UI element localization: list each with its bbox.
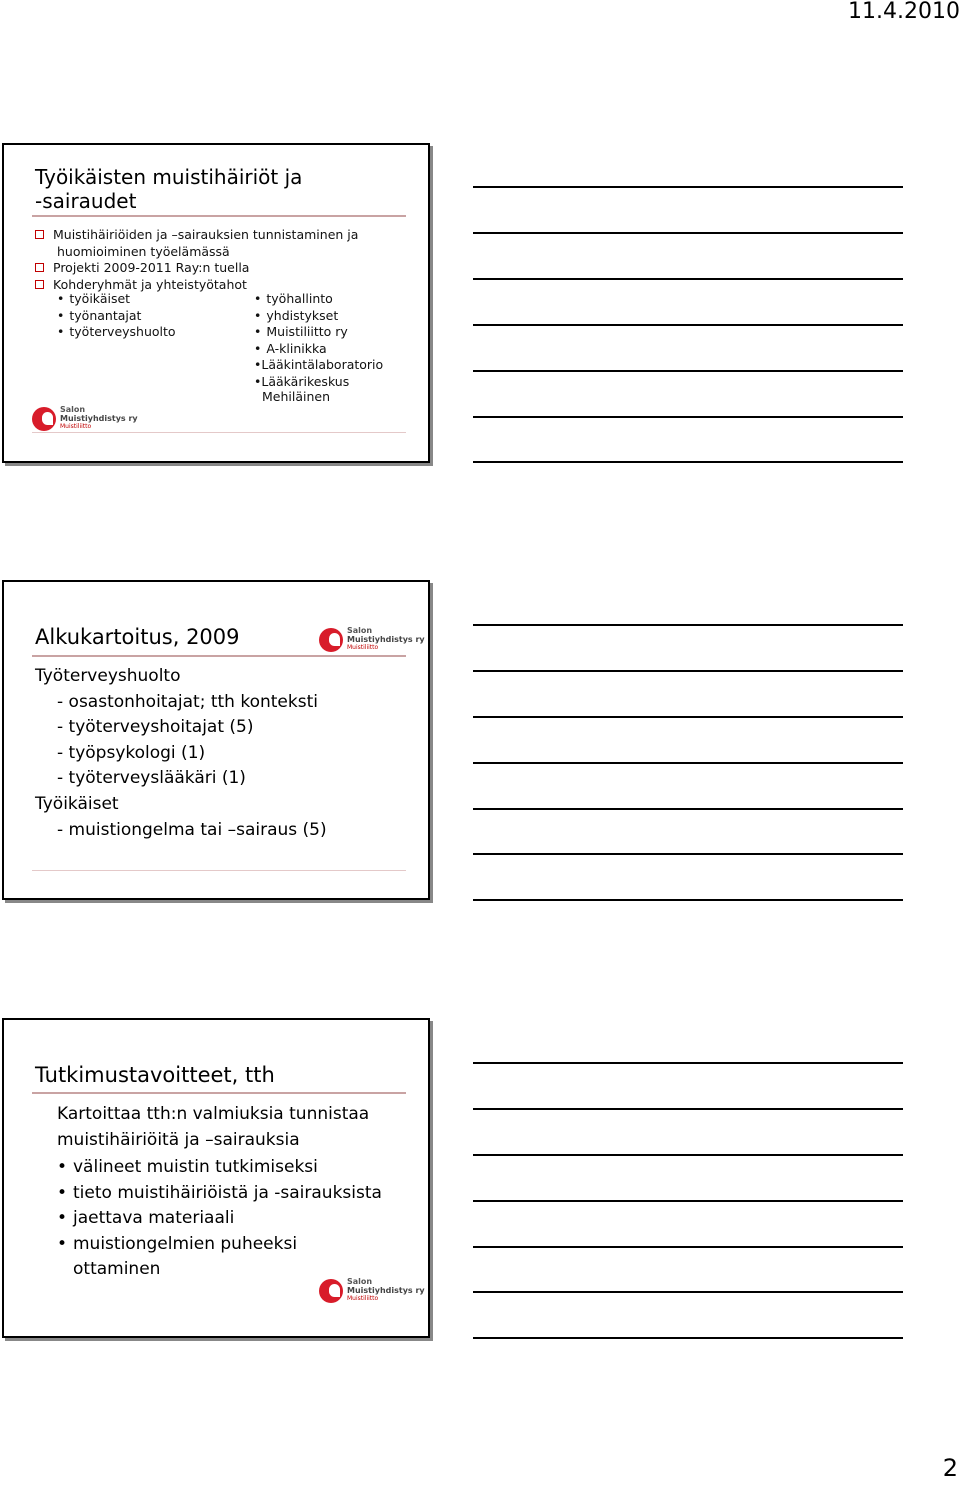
note-line bbox=[473, 1291, 903, 1293]
note-line bbox=[473, 624, 903, 626]
note-line bbox=[473, 1337, 903, 1339]
list-item: • muistiongelmien puheeksi bbox=[57, 1232, 382, 1258]
list-item: Projekti 2009-2011 Ray:n tuella bbox=[53, 260, 250, 275]
list-item: Työikäiset bbox=[35, 793, 119, 814]
list-item: huomioiminen työelämässä bbox=[57, 243, 230, 259]
note-line bbox=[473, 670, 903, 672]
left-sub-list bbox=[57, 291, 176, 341]
list-item: A-klinikka bbox=[266, 340, 327, 356]
intro-text: muistihäiriöitä ja –sairauksia bbox=[57, 1129, 300, 1150]
list-item: • tieto muistihäiriöistä ja -sairauksista bbox=[57, 1181, 382, 1207]
list-item: työikäiset bbox=[69, 291, 131, 306]
list-item: Muistihäiriöiden ja –sairauksien tunnistaminen ja bbox=[53, 227, 359, 242]
note-line bbox=[473, 1062, 903, 1064]
list-item: • jaettava materiaali bbox=[57, 1206, 382, 1232]
slide-title: Tutkimustavoitteet, tth bbox=[35, 1063, 275, 1087]
bullet-list bbox=[35, 227, 358, 293]
note-line bbox=[473, 716, 903, 718]
organization-logo bbox=[319, 626, 425, 654]
note-line bbox=[473, 1246, 903, 1248]
header-date: 11.4.2010 bbox=[848, 0, 960, 24]
list-item: - osastonhoitajat; tth konteksti bbox=[57, 691, 318, 712]
list-item: yhdistykset bbox=[266, 307, 339, 323]
organization-logo bbox=[32, 405, 138, 433]
logo-mark-icon bbox=[32, 407, 56, 431]
note-line bbox=[473, 186, 903, 188]
note-line bbox=[473, 1154, 903, 1156]
slide-title: Työikäisten muistihäiriöt ja -sairaudet bbox=[35, 165, 303, 213]
square-bullet-icon bbox=[35, 280, 44, 289]
note-line bbox=[473, 324, 903, 326]
logo-text: Muistiyhdistys ry bbox=[347, 635, 425, 644]
note-line bbox=[473, 899, 903, 901]
logo-text: Muistiliitto bbox=[60, 423, 92, 430]
list-item: työhallinto bbox=[266, 291, 333, 306]
list-item: - työpsykologi (1) bbox=[57, 742, 206, 763]
intro-text: Kartoittaa tth:n valmiuksia tunnistaa bbox=[57, 1104, 370, 1124]
right-sub-list: • työhallinto • yhdistykset • Muistiliitto ry • A-klinikka •Lääkintälaboratorio •Lääkärikeskus Mehiläinen bbox=[254, 291, 383, 403]
slide-1 bbox=[2, 143, 430, 463]
logo-text: Muistiyhdistys ry bbox=[347, 1286, 425, 1295]
list-item: Mehiläinen bbox=[262, 389, 331, 404]
logo-text: Muistiliitto bbox=[347, 644, 379, 651]
note-line bbox=[473, 370, 903, 372]
content-list bbox=[35, 664, 327, 843]
footer-divider bbox=[32, 870, 406, 871]
logo-text: Muistiyhdistys ry bbox=[60, 414, 138, 423]
list-item: Muistiliitto ry bbox=[266, 324, 348, 339]
title-divider bbox=[32, 1092, 406, 1094]
note-line bbox=[473, 1200, 903, 1202]
slide-2 bbox=[2, 580, 430, 900]
logo-mark-icon bbox=[319, 628, 343, 652]
slide-title: Alkukartoitus, 2009 bbox=[35, 625, 240, 649]
note-line bbox=[473, 278, 903, 280]
list-item: - muistiongelma tai –sairaus (5) bbox=[57, 819, 327, 840]
footer-divider bbox=[32, 432, 406, 433]
note-line bbox=[473, 1108, 903, 1110]
list-item: - työterveyshoitajat (5) bbox=[57, 717, 254, 738]
square-bullet-icon bbox=[35, 230, 44, 239]
title-divider bbox=[32, 655, 406, 657]
note-line bbox=[473, 461, 903, 463]
page-number: 2 bbox=[942, 1454, 958, 1482]
logo-text: Salon bbox=[347, 626, 373, 635]
title-divider bbox=[32, 215, 406, 217]
list-item: Lääkintälaboratorio bbox=[261, 357, 384, 372]
list-item: Lääkärikeskus bbox=[261, 373, 350, 389]
list-item: Kohderyhmät ja yhteistyötahot bbox=[53, 276, 247, 292]
list-item: - työterveyslääkäri (1) bbox=[57, 768, 246, 789]
list-item: työnantajat bbox=[69, 307, 142, 323]
note-line bbox=[473, 853, 903, 855]
organization-logo bbox=[319, 1277, 425, 1305]
note-line bbox=[473, 808, 903, 810]
note-line bbox=[473, 416, 903, 418]
logo-text: Salon bbox=[347, 1277, 373, 1286]
slide-3 bbox=[2, 1018, 430, 1338]
logo-mark-icon bbox=[319, 1279, 343, 1303]
note-line bbox=[473, 232, 903, 234]
logo-text: Salon bbox=[60, 405, 86, 414]
list-item: työterveyshuolto bbox=[69, 324, 176, 339]
logo-text: Muistiliitto bbox=[347, 1295, 379, 1302]
note-line bbox=[473, 762, 903, 764]
list-item: • välineet muistin tutkimiseksi bbox=[57, 1155, 382, 1181]
content-list bbox=[57, 1102, 382, 1283]
list-item-continuation: ottaminen bbox=[73, 1259, 161, 1279]
square-bullet-icon bbox=[35, 263, 44, 272]
list-item: Työterveyshuolto bbox=[35, 666, 181, 686]
